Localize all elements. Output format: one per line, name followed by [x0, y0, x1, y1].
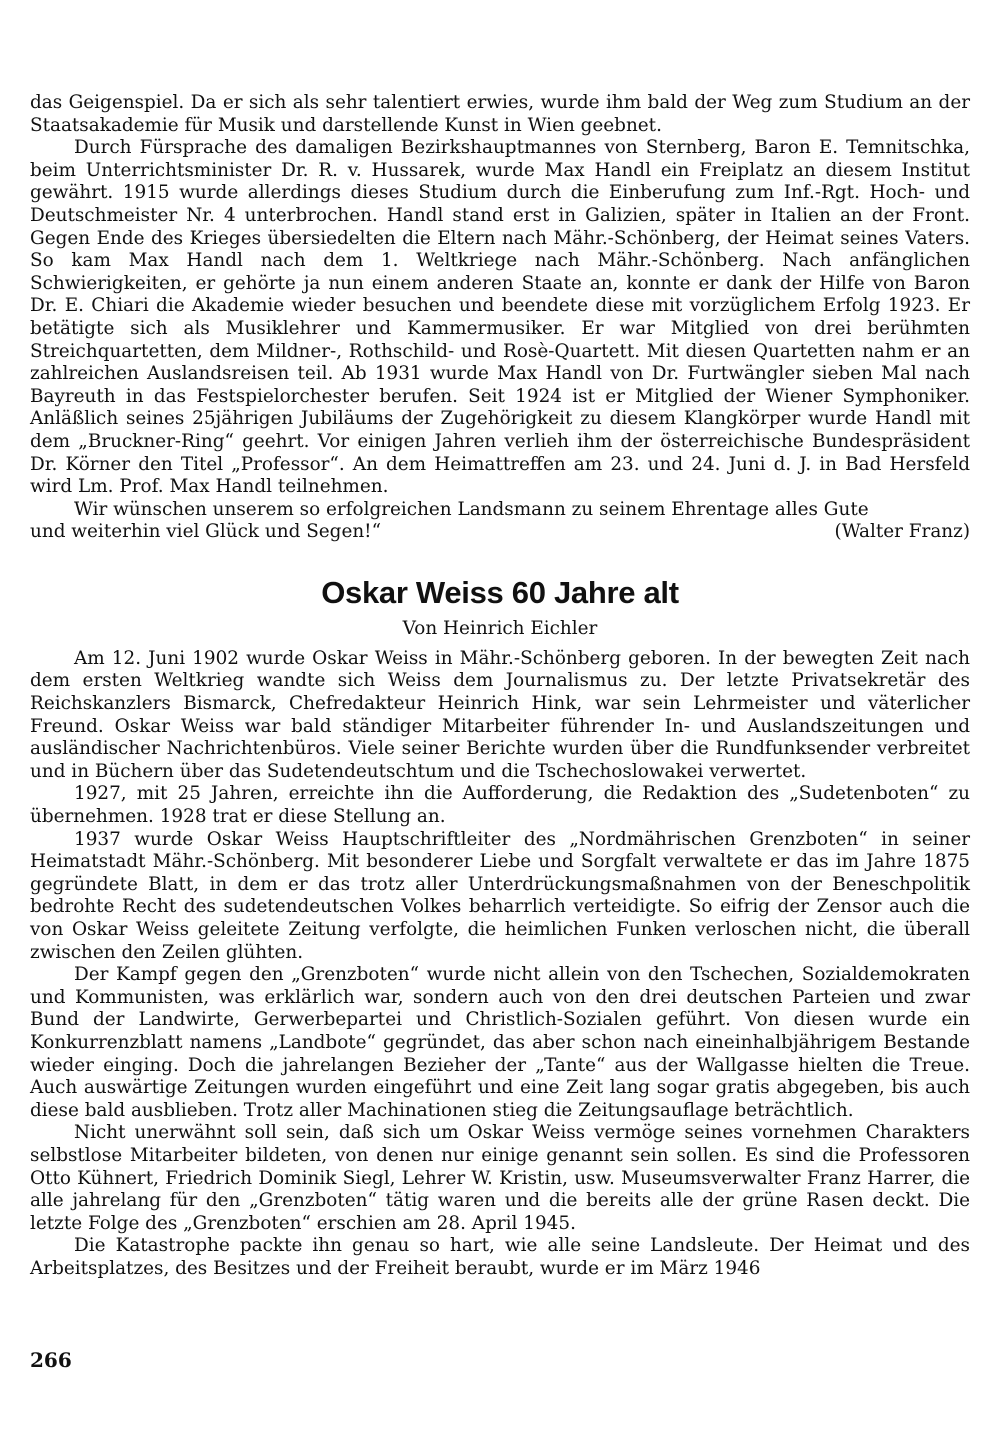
- article2-title: Oskar Weiss 60 Jahre alt: [321, 574, 679, 610]
- article2-paragraph-4: Der Kampf gegen den „Grenzboten“ wurde nicht allein von den Tschechen, Sozialdemokraten und Kommunisten, was erklärlich war, sondern auch von den drei deutschen Parteien und zwar Bund der Landwirte, Gerwerbepartei und Christlich-Sozialen geführt. Von diesen wurde ein Konkurrenzblatt namens „Landbote“ gegründet, das aber schon nach eineinhalbjährigem Bestande wieder einging. Doch die jahrelangen Bezieher der „Tante“ aus der Wallgasse hielten die Treue. Auch auswärtige Zeitungen wurden eingeführt und eine Zeit lang sogar gratis abgegeben, bis auch diese bald ausblieben. Trotz aller Machinationen stieg die Zeitungsauflage beträchtlich.: [30, 964, 970, 1121]
- article1-paragraph-1: das Geigenspiel. Da er sich als sehr talentiert erwies, wurde ihm bald der Weg zum Studium an der Staatsakademie für Musik und darstellende Kunst in Wien geebnet.: [30, 92, 970, 136]
- article1-signoff: [30, 521, 970, 544]
- article1-closing-words: und weiterhin viel Glück und Segen!“: [30, 521, 381, 543]
- article1-author: (Walter Franz): [834, 521, 970, 543]
- article2-byline: Von Heinrich Eichler: [402, 617, 598, 639]
- article1-closing-line: Wir wünschen unserem so erfolgreichen Landsmann zu seinem Ehrentage alles Gute: [74, 498, 869, 520]
- page-content: [30, 92, 970, 1281]
- article2-paragraph-3: 1937 wurde Oskar Weiss Hauptschriftleiter des „Nordmährischen Grenzboten“ in seiner Heimatstadt Mähr.-Schönberg. Mit besonderer Liebe und Sorgfalt verwaltete er das im Jahre 1875 gegründete Blatt, in dem er das trotz aller Unterdrückungsmaßnahmen von der Beneschpolitik bedrohte Recht des sudetendeutschen Volkes beharrlich verteidigte. So eifrig der Zensor auch die von Oskar Weiss geleitete Zeitung verfolgte, die heimlichen Funken verloschen nicht, die überall zwischen den Zeilen glühten.: [30, 828, 970, 963]
- article2-paragraph-2: 1927, mit 25 Jahren, erreichte ihn die Aufforderung, die Redaktion des „Sudetenboten“ zu übernehmen. 1928 trat er diese Stellung an.: [30, 783, 970, 828]
- article2-paragraph-6: Die Katastrophe packte ihn genau so hart, wie alle seine Landsleute. Der Heimat und des Arbeitsplatzes, des Besitzes und der Freiheit beraubt, wurde er im März 1946: [30, 1235, 970, 1279]
- page-number: 266: [30, 1348, 72, 1372]
- article2-paragraph-1: Am 12. Juni 1902 wurde Oskar Weiss in Mähr.-Schönberg geboren. In der bewegten Zeit nach dem ersten Weltkrieg wandte sich Weiss dem Journalismus zu. Der letzte Privatsekretär des Reichskanzlers Bismarck, Chefredakteur Heinrich Hink, war sein Lehrmeister und väterlicher Freund. Oskar Weiss war bald ständiger Mitarbeiter führender In- und Auslandszeitungen und ausländischer Nachrichtenbüros. Viele seiner Berichte wurden über die Rundfunksender verbreitet und in Büchern über das Sudetendeutschtum und die Tschechoslowakei verwertet.: [30, 647, 970, 782]
- article2-paragraph-5: Nicht unerwähnt soll sein, daß sich um Oskar Weiss vermöge seines vornehmen Charakters selbstlose Mitarbeiter bildeten, von denen nur einige genannt sein sollen. Es sind die Professoren Otto Kühnert, Friedrich Dominik Siegl, Lehrer W. Kristin, usw. Museumsverwalter Franz Harrer, die alle jahrelang für den „Grenzboten“ tätig waren und die bereits alle der grüne Rasen deckt. Die letzte Folge des „Grenzboten“ erschien am 28. April 1945.: [30, 1122, 970, 1234]
- article1-paragraph-2: Durch Fürsprache des damaligen Bezirkshauptmannes von Sternberg, Baron E. Temnitschka, beim Unterrichtsminister Dr. R. v. Hussarek, wurde Max Handl ein Freiplatz an diesem Institut gewährt. 1915 wurde allerdings dieses Studium durch die Einberufung zum Inf.-Rgt. Hoch- und Deutschmeister Nr. 4 unterbrochen. Handl stand erst in Galizien, später in Italien an der Front. Gegen Ende des Krieges übersiedelten die Eltern nach Mähr.-Schönberg, der Heimat seines Vaters. So kam Max Handl nach dem 1. Weltkriege nach Mähr.-Schönberg. Nach anfänglichen Schwierigkeiten, er gehörte ja nun einem anderen Staate an, konnte er dank der Hilfe von Baron Dr. E. Chiari die Akademie wieder besuchen und beendete diese mit vorzüglichem Erfolg 1923. Er betätigte sich als Musiklehrer und Kammermusiker. Er war Mitglied von drei berühmten Streichquartetten, dem Mildner-, Rothschild- und Rosè-Quartett. Mit diesen Quartetten nahm er an zahlreichen Auslandsreisen teil. Ab 1931 wurde Max Handl von Dr. Furtwängler sieben Mal nach Bayreuth in das Festspielorchester berufen. Seit 1924 ist er Mitglied der Wiener Symphoniker. Anläßlich seines 25jährigen Jubiläums der Zugehörigkeit zu diesem Klangkörper wurde Handl mit dem „Bruckner-Ring“ geehrt. Vor einigen Jahren verlieh ihm der österreichische Bundespräsident Dr. Körner den Titel „Professor“. An dem Heimattreffen am 23. und 24. Juni d. J. in Bad Hersfeld wird Lm. Prof. Max Handl teilnehmen.: [30, 137, 970, 498]
